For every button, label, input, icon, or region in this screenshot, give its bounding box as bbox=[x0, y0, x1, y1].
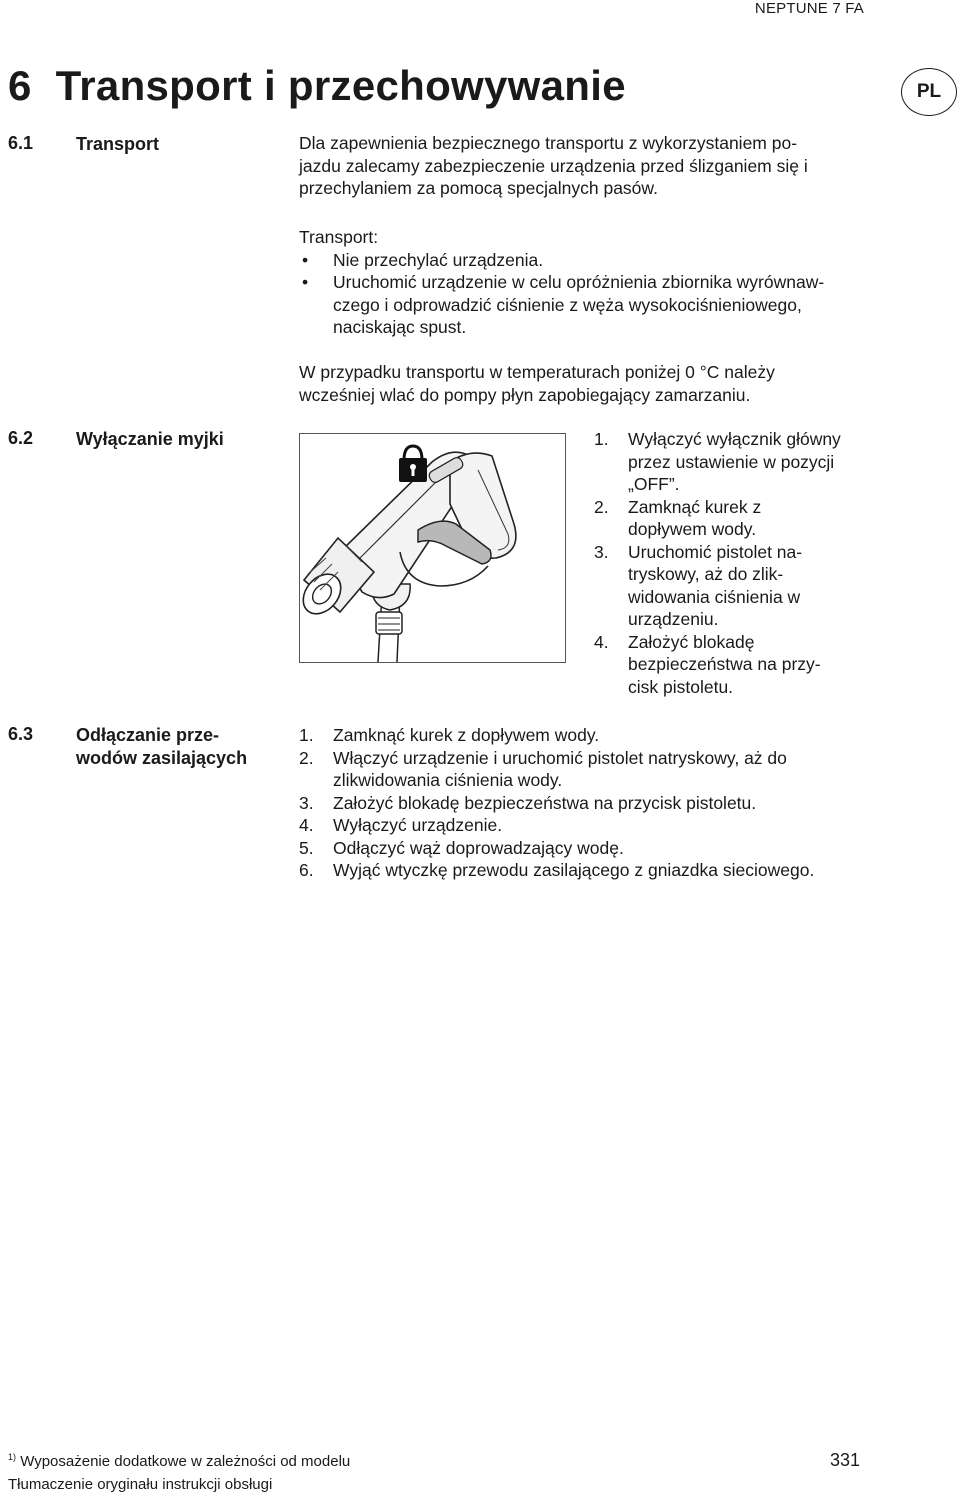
section-6-2-number: 6.2 bbox=[8, 428, 34, 448]
section-6-1-title: Transport bbox=[76, 134, 160, 154]
page-number: 331 bbox=[830, 1450, 861, 1470]
section-6-3-number: 6.3 bbox=[8, 724, 34, 744]
chapter-title: Transport i przechowywanie bbox=[55, 62, 626, 109]
step-item: 2. Włączyć urządzenie i uruchomić pistolet natryskowy, aż do zlikwidowania ciśnienia wody. bbox=[299, 747, 787, 790]
bullet-item: • Nie przechylać urządzenia. bbox=[299, 249, 899, 272]
step-item: 6. Wyjąć wtyczkę przewodu zasilającego z gniazdka sieciowego. bbox=[299, 860, 815, 880]
transport-label: Transport: bbox=[299, 227, 379, 247]
document-code: NEPTUNE 7 FA bbox=[754, 0, 864, 17]
spray-gun-illustration bbox=[299, 433, 566, 663]
step-item: 4. Wyłączyć urządzenie. bbox=[299, 815, 503, 835]
language-badge: PL bbox=[901, 68, 957, 116]
step-item: 1. Zamknąć kurek z dopływem wody. bbox=[299, 725, 600, 745]
footnote-text: Wyposażenie dodatkowe w zależności od modelu bbox=[20, 1453, 351, 1470]
step-item: 3. Uruchomić pistolet na- tryskowy, aż do zlik- widowania ciśnienia w urządzeniu. bbox=[594, 541, 803, 629]
frost-warning: W przypadku transportu w temperaturach poniżej 0 °C należy wcześniej wlać do pompy płyn zapobiegający zamarzaniu. bbox=[299, 362, 775, 405]
footnote bbox=[8, 1452, 350, 1470]
step-item: 3. Założyć blokadę bezpieczeństwa na przycisk pistoletu. bbox=[299, 792, 757, 813]
section-6-2-steps bbox=[594, 428, 854, 698]
chapter-heading bbox=[8, 62, 626, 110]
disconnect-step-list bbox=[299, 724, 899, 882]
footnote-mark: 1) bbox=[8, 1452, 17, 1462]
intro-line: Dla zapewnienia bezpiecznego transportu z wykorzystaniem po- bbox=[299, 133, 798, 153]
transport-bullet-list bbox=[299, 249, 899, 339]
padlock-icon bbox=[399, 446, 427, 482]
section-6-1-intro bbox=[299, 132, 899, 200]
intro-line: jazdu zalecamy zabezpieczenie urządzenia przed ślizganiem się i bbox=[299, 155, 808, 176]
section-6-2-title: Wyłączanie myjki bbox=[76, 429, 224, 449]
section-6-1-number: 6.1 bbox=[8, 133, 34, 153]
transport-instructions bbox=[299, 226, 899, 339]
step-item: 5. Odłączyć wąż doprowadzający wodę. bbox=[299, 837, 624, 858]
translation-note: Tłumaczenie oryginału instrukcji obsługi bbox=[8, 1476, 273, 1493]
bullet-item: • Uruchomić urządzenie w celu opróżnienia zbiornika wyrównaw- czego i odprowadzić ciśnienie z węża wysokociśnieniowego, naciskając spust. bbox=[299, 271, 899, 339]
step-item: 2. Zamknąć kurek z dopływem wody. bbox=[594, 496, 762, 539]
section-6-3-steps bbox=[299, 724, 899, 882]
intro-line: przechylaniem za pomocą specjalnych pasów. bbox=[299, 178, 658, 198]
section-6-3-title: Odłączanie prze- wodów zasilających bbox=[76, 725, 248, 768]
chapter-number: 6 bbox=[8, 62, 32, 109]
shutdown-step-list bbox=[594, 428, 854, 698]
step-item: 4. Założyć blokadę bezpieczeństwa na przy- cisk pistoletu. bbox=[594, 631, 821, 697]
step-item: 1. Wyłączyć wyłącznik główny przez ustawienie w pozycji „OFF”. bbox=[594, 429, 841, 494]
